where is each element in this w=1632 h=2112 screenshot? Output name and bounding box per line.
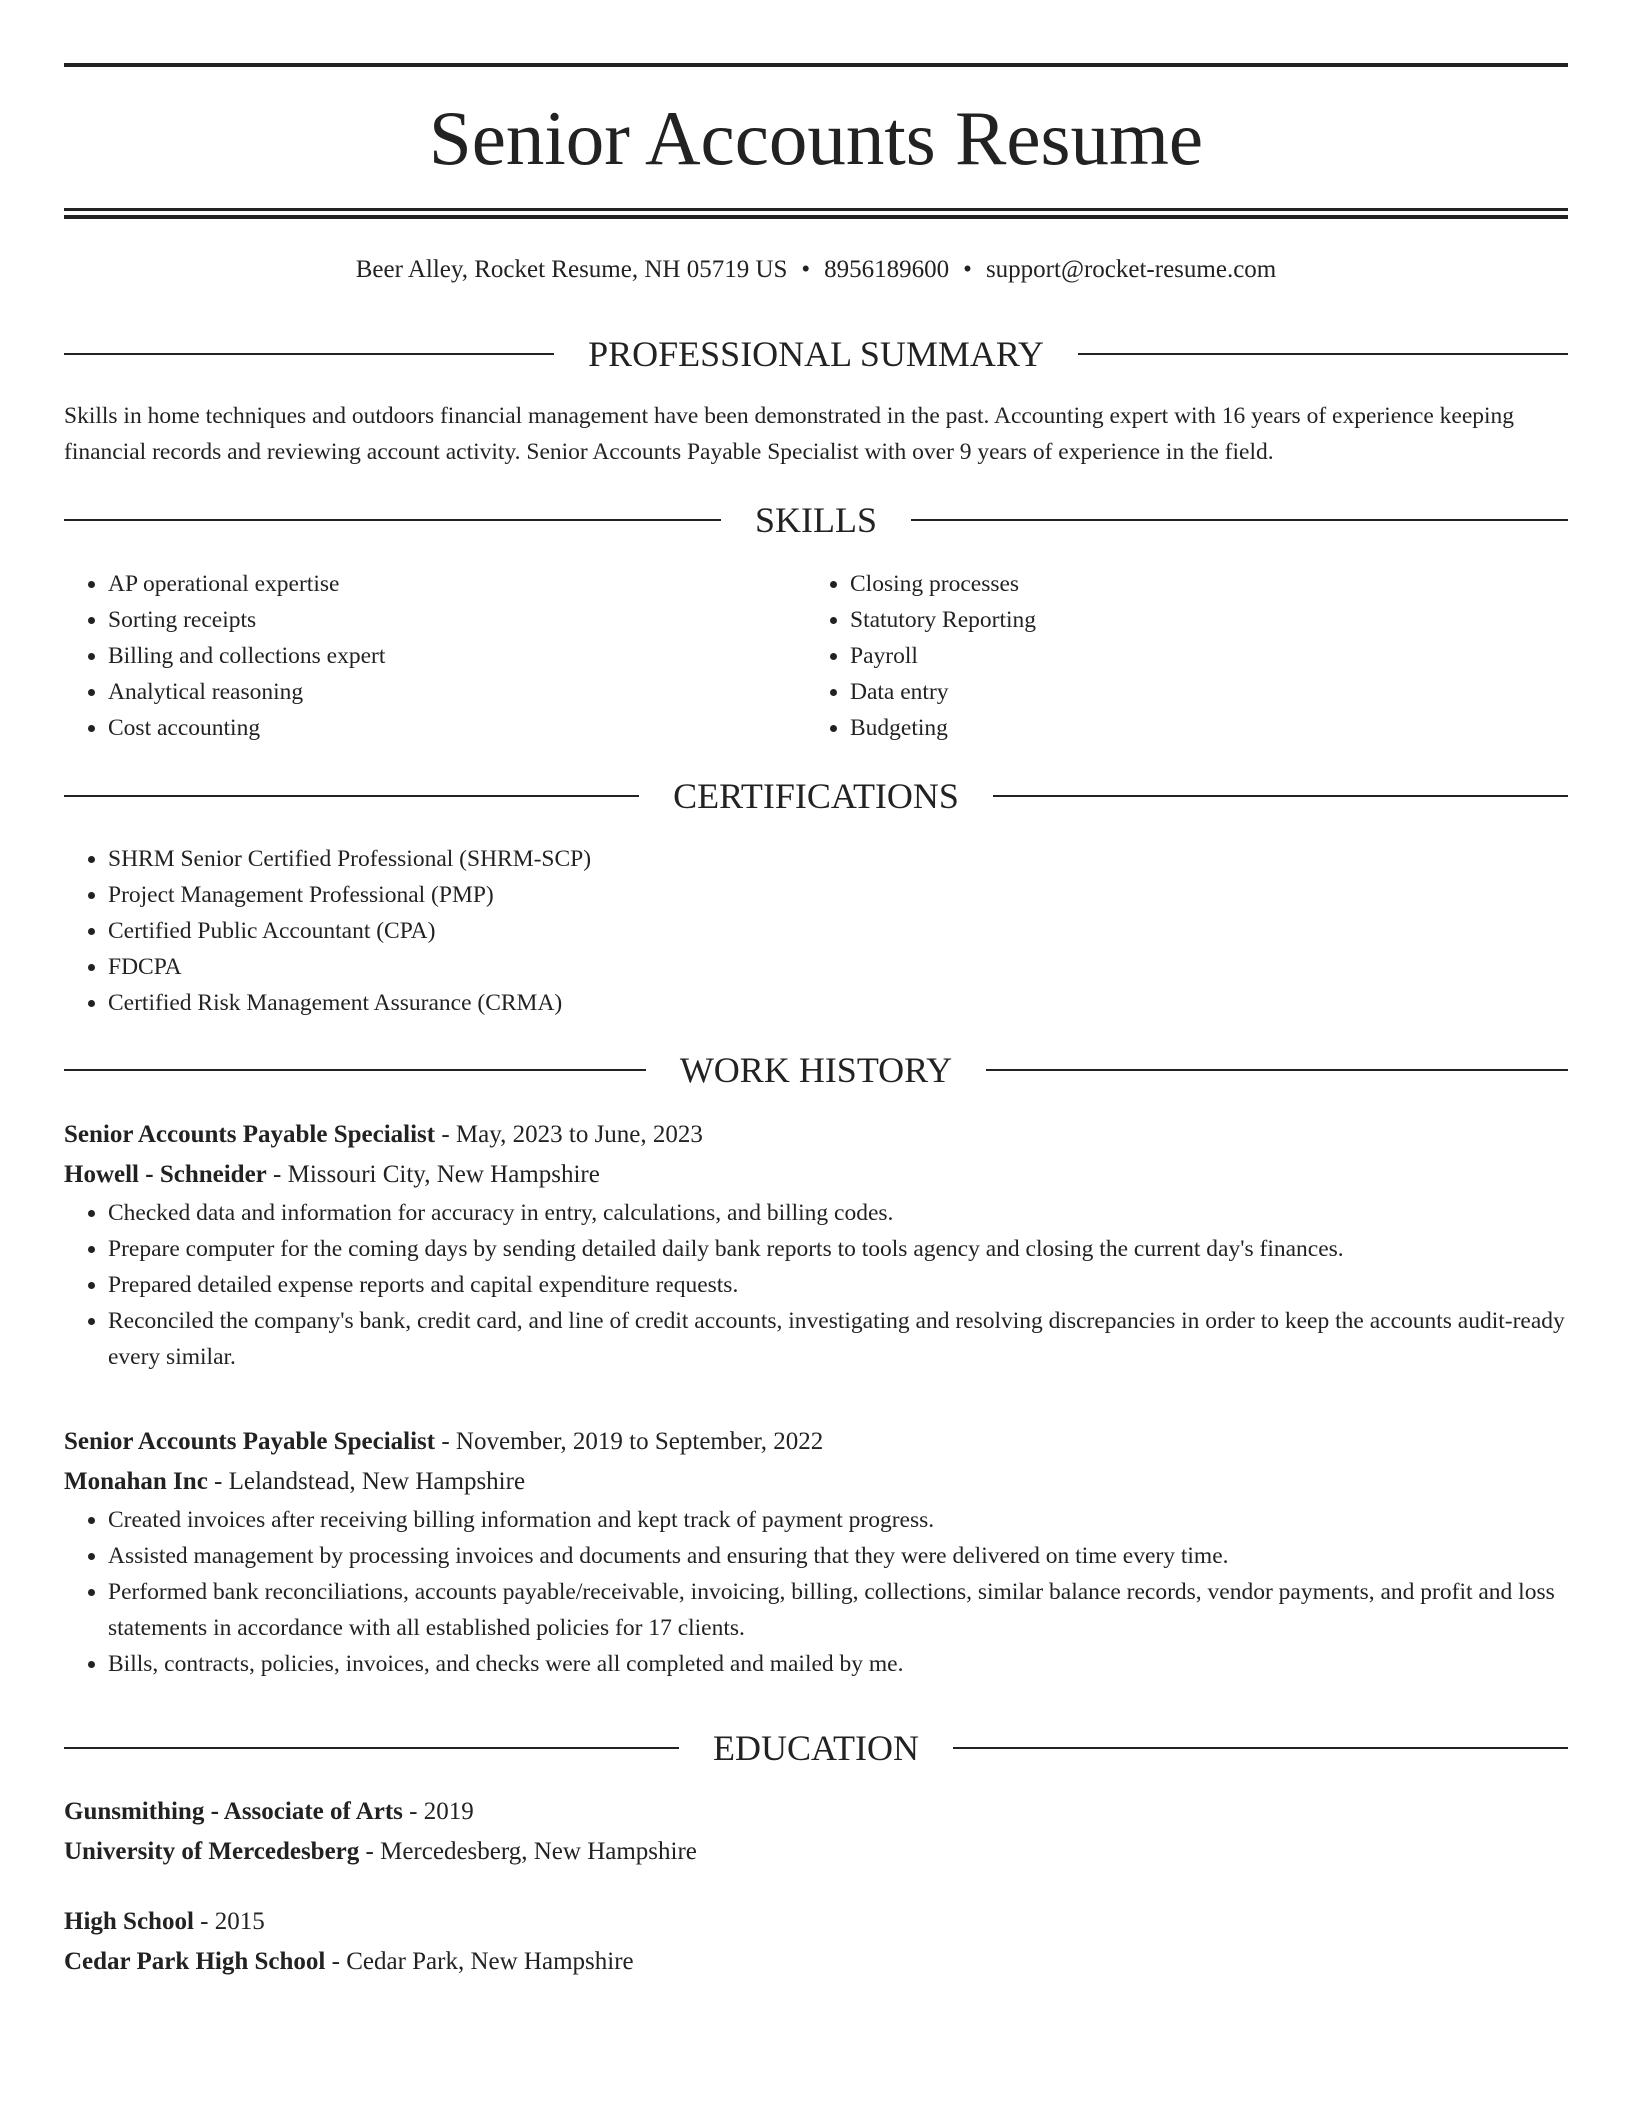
company-location: - Lelandstead, New Hampshire [207,1468,526,1495]
school-location: - Cedar Park, New Hampshire [325,1948,634,1975]
company-name: Howell - Schneider [64,1161,267,1188]
divider-line [64,519,721,521]
section-header-certifications [64,774,1568,818]
section-title: EDUCATION [713,1728,919,1768]
section-header-work [64,1048,1568,1092]
section-title: WORK HISTORY [679,1050,953,1090]
contact-address: Beer Alley, Rocket Resume, NH 05719 US [355,256,788,283]
degree-year: - 2019 [402,1798,474,1825]
page-title: Senior Accounts Resume [428,95,1204,181]
contact-email: support@rocket-resume.com [985,256,1277,283]
list-item: • FDCPA [108,949,1568,985]
list-item: • Reconciled the company's bank, credit card, and line of credit accounts, investigating and resolving discrepancies in order to keep the accounts audit-ready every similar. [108,1303,1568,1375]
skills-right-column [806,566,1566,746]
list-item: • Assisted management by processing invoices and documents and ensuring that they were delivered on time every time. [108,1538,1568,1574]
job-entry [64,1115,1568,1375]
summary-text: Skills in home techniques and outdoors financial management have been demonstrated in the past. Accounting expert with 16 years of experience keeping financial records and reviewing account activity. Senior Accounts Payable Specialist with over 9 years of experience in the field. [64,403,1515,465]
divider-line [953,1747,1568,1749]
degree-line [64,1792,1568,1832]
list-item: • Project Management Professional (PMP) [108,877,1568,913]
contact-phone: 8956189600 [824,256,950,283]
divider-line [64,1747,679,1749]
list-item: • Prepared detailed expense reports and capital expenditure requests. [108,1267,1568,1303]
list-item: • Certified Public Accountant (CPA) [108,913,1568,949]
divider-line [64,353,554,355]
list-item: • Payroll [850,638,1566,674]
list-item: • Bills, contracts, policies, invoices, and checks were all completed and mailed by me. [108,1646,1568,1682]
divider-line [993,795,1568,797]
section-header-summary [64,332,1568,376]
list-item: • Checked data and information for accuracy in entry, calculations, and billing codes. [108,1195,1568,1231]
school-name: Cedar Park High School [64,1948,326,1975]
degree-year: - 2015 [193,1908,265,1935]
skills-left-column [64,566,804,746]
divider-line [64,1069,646,1071]
divider-line [911,519,1568,521]
divider-line [64,795,639,797]
job-duties [64,1502,1568,1682]
job-dates: - November, 2019 to September, 2022 [435,1428,824,1455]
divider-line [1078,353,1568,355]
list-item: • Budgeting [850,710,1566,746]
list-item: • Prepare computer for the coming days by sending detailed daily bank reports to tools agency and closing the current day's finances. [108,1231,1568,1267]
contact-separator: • [963,256,972,283]
contact-line [64,252,1568,288]
list-item: • Analytical reasoning [108,674,804,710]
list-item: • Statutory Reporting [850,602,1566,638]
section-header-skills [64,498,1568,542]
list-item: • Billing and collections expert [108,638,804,674]
degree-name: Gunsmithing - Associate of Arts [64,1798,403,1825]
list-item: • SHRM Senior Certified Professional (SHRM-SCP) [108,841,1568,877]
section-header-education [64,1726,1568,1770]
job-employer [64,1462,1568,1502]
job-duties [64,1195,1568,1375]
job-heading [64,1115,1568,1155]
title-rule-upper [64,208,1568,211]
list-item: • Closing processes [850,566,1566,602]
section-title: SKILLS [755,500,878,540]
school-name: University of Mercedesberg [64,1838,360,1865]
list-item: • Cost accounting [108,710,804,746]
certifications-list [64,841,1568,1021]
list-item: • Sorting receipts [108,602,804,638]
list-item: • Performed bank reconciliations, accounts payable/receivable, invoicing, billing, collections, similar balance records, vendor payments, and profit and loss statements in accordance with all established policies for 17 clients. [108,1574,1568,1646]
job-heading [64,1422,1568,1462]
top-rule [64,63,1568,67]
section-title: PROFESSIONAL SUMMARY [588,334,1044,374]
degree-line [64,1902,1568,1942]
contact-separator: • [801,256,811,283]
degree-name: High School [64,1908,194,1935]
school-location: - Mercedesberg, New Hampshire [359,1838,697,1865]
list-item: • AP operational expertise [108,566,804,602]
education-entry [64,1792,1568,1872]
company-location: - Missouri City, New Hampshire [266,1161,600,1188]
job-employer [64,1155,1568,1195]
list-item: • Certified Risk Management Assurance (CRMA) [108,985,1568,1021]
job-title: Senior Accounts Payable Specialist [64,1428,436,1455]
job-entry [64,1422,1568,1682]
section-title: CERTIFICATIONS [673,776,959,816]
school-line [64,1832,1568,1872]
list-item: • Data entry [850,674,1566,710]
school-line [64,1942,1568,1982]
job-title: Senior Accounts Payable Specialist [64,1121,436,1148]
job-dates: - May, 2023 to June, 2023 [435,1121,703,1148]
company-name: Monahan Inc [64,1468,208,1495]
education-entry [64,1902,1568,1982]
title-rule-lower [64,215,1568,219]
list-item: • Created invoices after receiving billing information and kept track of payment progress. [108,1502,1568,1538]
divider-line [986,1069,1568,1071]
